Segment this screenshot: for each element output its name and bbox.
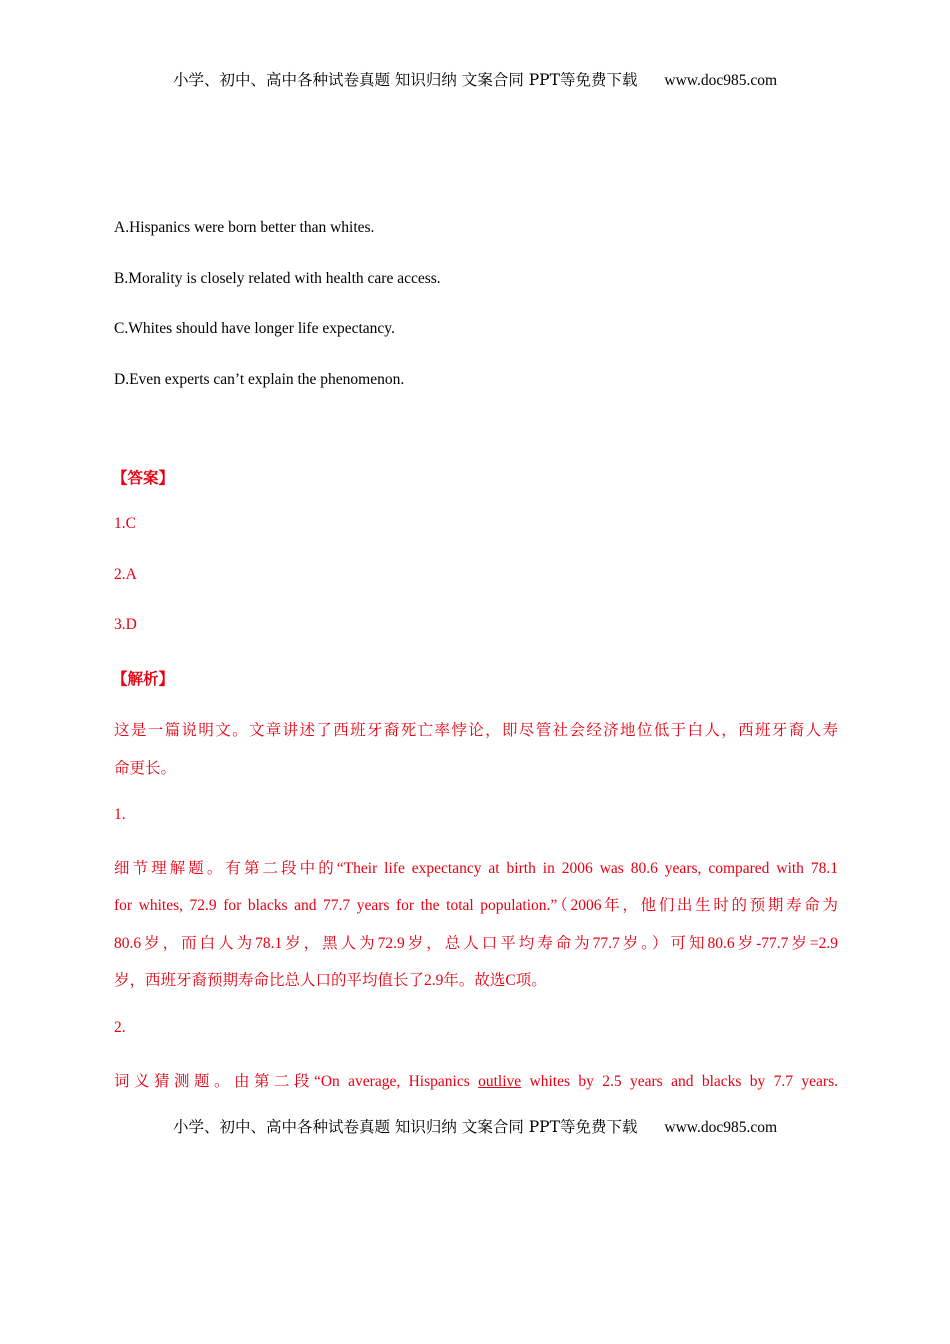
q1-explanation-line: for whites, 72.9 for blacks and 77.7 years for the total population.”（2006年，他们出生时的预期寿命为 xyxy=(114,897,838,914)
q1-explanation-line: 岁，西班牙裔预期寿命比总人口的平均值长了2.9年。故选C项。 xyxy=(114,972,547,989)
q2-underlined-word: outlive xyxy=(478,1073,522,1090)
analysis-intro-line: 这是一篇说明文。文章讲述了西班牙裔死亡率悖论，即尽管社会经济地位低于白人，西班牙裔人寿 xyxy=(114,721,838,739)
analysis-intro-line: 命更长。 xyxy=(114,759,177,777)
option-a: A.Hispanics were born better than whites. xyxy=(114,219,375,236)
option-c: C.Whites should have longer life expectancy. xyxy=(114,320,395,337)
q1-explanation-line: 细节理解题。有第二段中的“Their life expectancy at birth in 2006 was 80.6 years, compared with 78.1 xyxy=(114,860,838,877)
analysis-heading: 【解析】 xyxy=(112,669,175,688)
footer-site: www.doc985.com xyxy=(664,1119,778,1136)
answer-item: 1.C xyxy=(114,515,136,532)
header-text: 小学、初中、高中各种试卷真题 知识归纳 文案合同 PPT等免费下载 xyxy=(172,71,638,89)
q2-label: 2. xyxy=(114,1019,126,1036)
q1-explanation-line: 80.6岁，而白人为78.1岁，黑人为72.9岁，总人口平均寿命为77.7岁。）可知80.6岁-77.7岁=2.9 xyxy=(114,935,838,952)
q2-text-after: whites by 2.5 years and blacks by 7.7 years. xyxy=(521,1073,838,1090)
page-header xyxy=(0,68,950,90)
option-b: B.Morality is closely related with health care access. xyxy=(114,270,441,287)
q2-text-before: 词义猜测题。由第二段“On average, Hispanics xyxy=(114,1073,479,1090)
page-footer xyxy=(0,1115,950,1137)
q2-explanation-line xyxy=(114,1069,838,1091)
q1-label: 1. xyxy=(114,806,126,823)
answer-item: 2.A xyxy=(114,566,137,583)
option-d: D.Even experts can’t explain the phenomenon. xyxy=(114,371,405,388)
answer-item: 3.D xyxy=(114,616,137,633)
footer-text: 小学、初中、高中各种试卷真题 知识归纳 文案合同 PPT等免费下载 xyxy=(172,1118,638,1136)
answer-heading: 【答案】 xyxy=(112,468,175,487)
header-site: www.doc985.com xyxy=(664,72,778,89)
